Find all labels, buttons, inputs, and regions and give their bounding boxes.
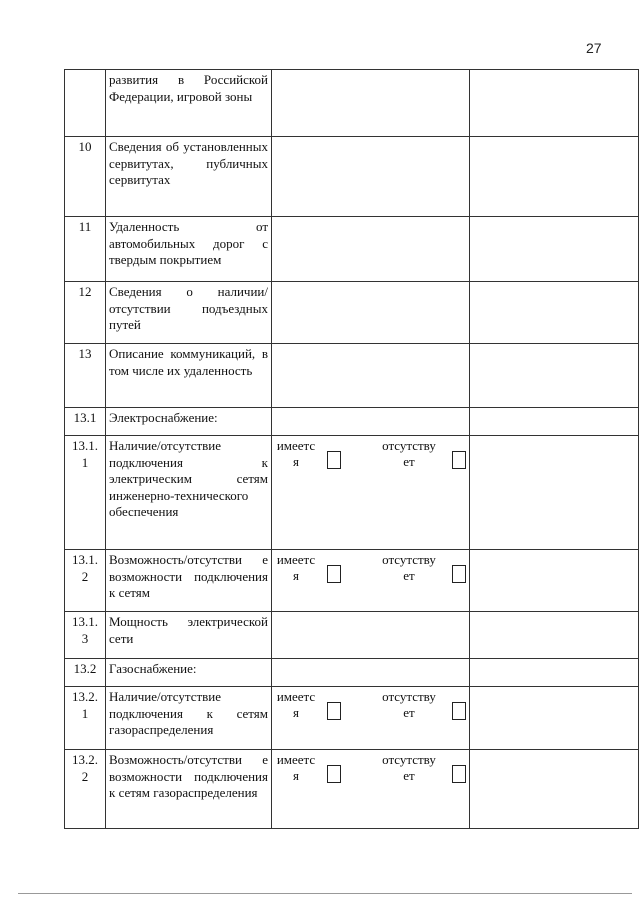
- note-cell[interactable]: [470, 659, 639, 687]
- option-present: [275, 438, 341, 470]
- table-row: [65, 70, 639, 137]
- note-cell[interactable]: [470, 750, 639, 829]
- table-row: [65, 217, 639, 282]
- option-cell: [272, 436, 470, 550]
- option-present-label: имеетс я: [276, 689, 316, 720]
- row-number: 13.1. 2: [65, 550, 106, 612]
- option-absent: [376, 752, 466, 784]
- table-row: [65, 750, 639, 829]
- option-absent: [376, 438, 466, 470]
- footer-divider: [18, 893, 632, 894]
- option-absent-label: отсутству ет: [382, 552, 436, 583]
- row-description: Сведения о наличии/отсутствии подъездных путей: [106, 282, 272, 344]
- row-description: Возможность/отсутстви е возможности подключения к сетям: [106, 550, 272, 612]
- absent-checkbox[interactable]: [452, 702, 466, 720]
- table-row: [65, 550, 639, 612]
- option-cell: [272, 687, 470, 750]
- table-row: [65, 659, 639, 687]
- option-absent-label: отсутству ет: [382, 689, 436, 720]
- option-present: [275, 552, 341, 584]
- value-cell[interactable]: [272, 659, 470, 687]
- value-cell[interactable]: [272, 217, 470, 282]
- option-absent-label: отсутству ет: [382, 438, 436, 469]
- row-number: [65, 70, 106, 137]
- table-row: [65, 282, 639, 344]
- table-row: [65, 137, 639, 217]
- row-description: Описание коммуникаций, в том числе их удаленность: [106, 344, 272, 408]
- note-cell[interactable]: [470, 550, 639, 612]
- option-absent: [376, 552, 466, 584]
- value-cell[interactable]: [272, 408, 470, 436]
- table-row: [65, 408, 639, 436]
- table-row: [65, 687, 639, 750]
- note-cell[interactable]: [470, 217, 639, 282]
- property-info-table: [64, 69, 639, 829]
- note-cell[interactable]: [470, 282, 639, 344]
- value-cell[interactable]: [272, 612, 470, 659]
- row-number: 12: [65, 282, 106, 344]
- value-cell[interactable]: [272, 282, 470, 344]
- value-cell[interactable]: [272, 70, 470, 137]
- absent-checkbox[interactable]: [452, 451, 466, 469]
- absent-checkbox[interactable]: [452, 765, 466, 783]
- page-number: 27: [586, 40, 602, 56]
- note-cell[interactable]: [470, 687, 639, 750]
- row-number: 13.2: [65, 659, 106, 687]
- row-number: 13.2. 1: [65, 687, 106, 750]
- table-row: [65, 612, 639, 659]
- note-cell[interactable]: [470, 344, 639, 408]
- row-number: 13.1. 1: [65, 436, 106, 550]
- absent-checkbox[interactable]: [452, 565, 466, 583]
- option-present-label: имеетс я: [276, 552, 316, 583]
- option-cell: [272, 750, 470, 829]
- note-cell[interactable]: [470, 137, 639, 217]
- row-number: 13.1: [65, 408, 106, 436]
- row-description: Наличие/отсутствие подключения к электрическим сетям инженерно-технического обеспечения: [106, 436, 272, 550]
- value-cell[interactable]: [272, 137, 470, 217]
- row-number: 13: [65, 344, 106, 408]
- value-cell[interactable]: [272, 344, 470, 408]
- row-description: Электроснабжение:: [106, 408, 272, 436]
- note-cell[interactable]: [470, 612, 639, 659]
- row-number: 11: [65, 217, 106, 282]
- row-number: 10: [65, 137, 106, 217]
- present-checkbox[interactable]: [327, 451, 341, 469]
- note-cell[interactable]: [470, 70, 639, 137]
- option-present: [275, 689, 341, 721]
- option-absent: [376, 689, 466, 721]
- option-present-label: имеетс я: [276, 438, 316, 469]
- row-description: Удаленность от автомобильных дорог с твердым покрытием: [106, 217, 272, 282]
- present-checkbox[interactable]: [327, 765, 341, 783]
- table-row: [65, 344, 639, 408]
- note-cell[interactable]: [470, 408, 639, 436]
- present-checkbox[interactable]: [327, 565, 341, 583]
- option-present: [275, 752, 341, 784]
- table-row: [65, 436, 639, 550]
- row-description: Наличие/отсутствие подключения к сетям газораспределения: [106, 687, 272, 750]
- row-number: 13.1. 3: [65, 612, 106, 659]
- note-cell[interactable]: [470, 436, 639, 550]
- row-number: 13.2. 2: [65, 750, 106, 829]
- row-description: Возможность/отсутстви е возможности подключения к сетям газораспределения: [106, 750, 272, 829]
- row-description: развития в Российской Федерации, игровой зоны: [106, 70, 272, 137]
- option-cell: [272, 550, 470, 612]
- row-description: Мощность электрической сети: [106, 612, 272, 659]
- option-present-label: имеетс я: [276, 752, 316, 783]
- option-absent-label: отсутству ет: [382, 752, 436, 783]
- present-checkbox[interactable]: [327, 702, 341, 720]
- row-description: Сведения об установленных сервитутах, публичных сервитутах: [106, 137, 272, 217]
- row-description: Газоснабжение:: [106, 659, 272, 687]
